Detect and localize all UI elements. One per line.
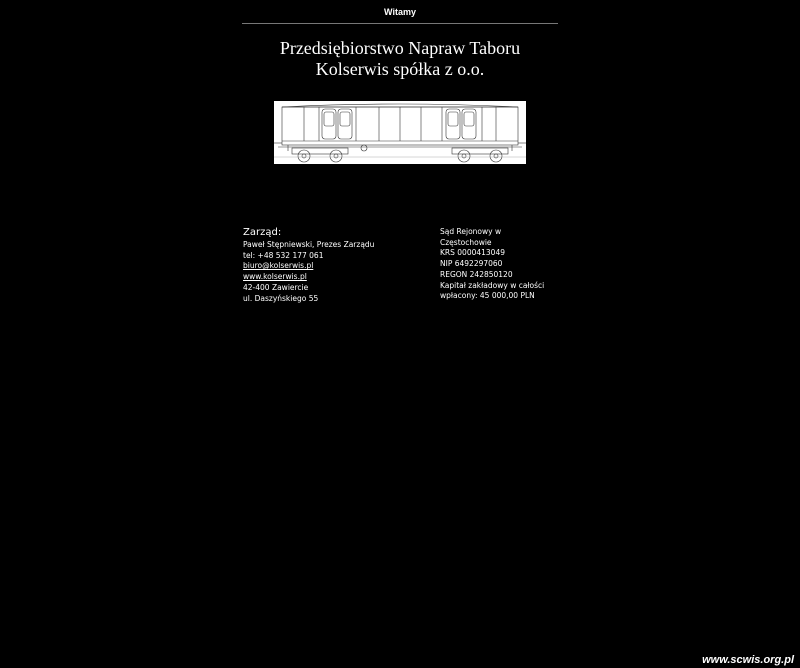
top-navigation <box>242 0 558 24</box>
board-city: 42-400 Zawiercie <box>243 282 309 292</box>
page-container <box>242 0 558 303</box>
board-person: Paweł Stępniewski, Prezes Zarządu <box>243 240 375 249</box>
capital-line2: wpłacony: 45 000,00 PLN <box>440 291 535 301</box>
court-line2: Częstochowie <box>440 237 492 247</box>
board-column <box>243 226 423 304</box>
wagon-drawing-icon <box>274 101 526 164</box>
board-heading: Zarząd: <box>243 227 282 238</box>
krs-number: KRS 0000413049 <box>440 248 505 258</box>
nip-number: NIP 6492297060 <box>440 259 503 269</box>
company-name <box>242 38 558 80</box>
registry-column <box>440 227 558 302</box>
wagon-banner-image <box>274 101 526 164</box>
website-link[interactable]: www.kolserwis.pl <box>243 272 307 282</box>
footer-credit: www.scwis.org.pl <box>702 654 794 666</box>
court-line1: Sąd Rejonowy w <box>440 227 502 236</box>
board-street: ul. Daszyńskiego 55 <box>243 293 319 303</box>
email-link[interactable]: biuro@kolserwis.pl <box>243 261 314 271</box>
board-phone: tel: +48 532 177 061 <box>243 250 324 260</box>
regon-number: REGON 242850120 <box>440 269 513 279</box>
capital-line1: Kapitał zakładowy w całości <box>440 280 545 290</box>
company-name-line2: Kolserwis spółka z o.o. <box>315 59 485 79</box>
nav-link-welcome[interactable]: Witamy <box>384 7 416 17</box>
company-name-line1: Przedsiębiorstwo Napraw Taboru <box>279 38 521 58</box>
